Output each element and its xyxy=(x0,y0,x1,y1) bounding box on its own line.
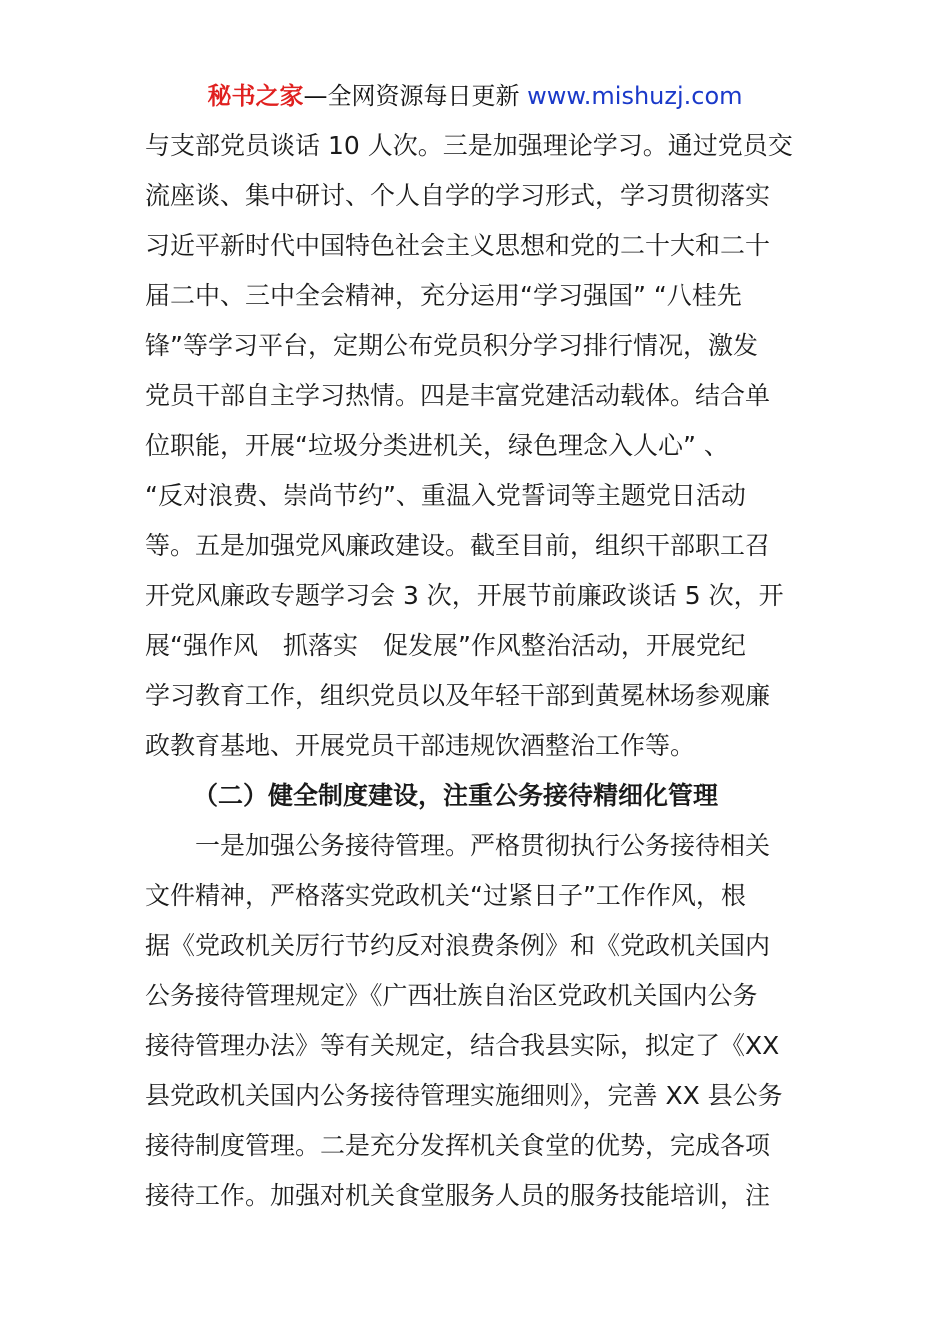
body-line: 锋”等学习平台，定期公布党员积分学习排行情况，激发 xyxy=(145,331,758,360)
body-line: 接待管理办法》等有关规定，结合我县实际，拟定了《XX xyxy=(145,1031,780,1060)
section-heading: （二）健全制度建设，注重公务接待精细化管理 xyxy=(193,781,719,810)
body-line: 届二中、三中全会精神，充分运用“学习强国” “八桂先 xyxy=(145,281,742,310)
body-line: 与支部党员谈话 10 人次。三是加强理论学习。通过党员交 xyxy=(145,131,793,160)
body-line: 政教育基地、开展党员干部违规饮酒整治工作等。 xyxy=(145,731,696,760)
body-line: 学习教育工作，组织党员以及年轻干部到黄冕林场参观廉 xyxy=(145,681,771,710)
body-line: 开党风廉政专题学习会 3 次，开展节前廉政谈话 5 次，开 xyxy=(145,581,784,610)
document-body xyxy=(145,121,810,1221)
site-url-link[interactable]: www.mishuzj.com xyxy=(527,82,743,110)
body-line: 县党政机关国内公务接待管理实施细则》，完善 XX 县公务 xyxy=(145,1081,783,1110)
body-line: 据《党政机关厉行节约反对浪费条例》和《党政机关国内 xyxy=(145,931,771,960)
body-line: 展“强作风 抓落实 促发展”作风整治活动，开展党纪 xyxy=(145,631,746,660)
body-line: 公务接待管理规定》《广西壮族自治区党政机关国内公务 xyxy=(145,981,758,1010)
body-line: 位职能，开展“垃圾分类进机关，绿色理念入人心” 、 xyxy=(145,431,729,460)
body-line: 党员干部自主学习热情。四是丰富党建活动载体。结合单 xyxy=(145,381,771,410)
body-line: 接待制度管理。二是充分发挥机关食堂的优势，完成各项 xyxy=(145,1131,771,1160)
body-line: 流座谈、集中研讨、个人自学的学习形式，学习贯彻落实 xyxy=(145,181,771,210)
body-line: 等。五是加强党风廉政建设。截至目前，组织干部职工召 xyxy=(145,531,771,560)
body-line: 文件精神，严格落实党政机关“过紧日子”工作作风，根 xyxy=(145,881,746,910)
body-line: 接待工作。加强对机关食堂服务人员的服务技能培训，注 xyxy=(145,1181,771,1210)
page-header xyxy=(0,78,950,114)
body-line: 习近平新时代中国特色社会主义思想和党的二十大和二十 xyxy=(145,231,771,260)
brand-name: 秘书之家 xyxy=(207,82,304,110)
paragraph-first-line: 一是加强公务接待管理。严格贯彻执行公务接待相关 xyxy=(195,831,771,860)
body-line: “反对浪费、崇尚节约”、重温入党誓词等主题党日活动 xyxy=(145,481,746,510)
header-tagline: —全网资源每日更新 xyxy=(303,82,520,110)
